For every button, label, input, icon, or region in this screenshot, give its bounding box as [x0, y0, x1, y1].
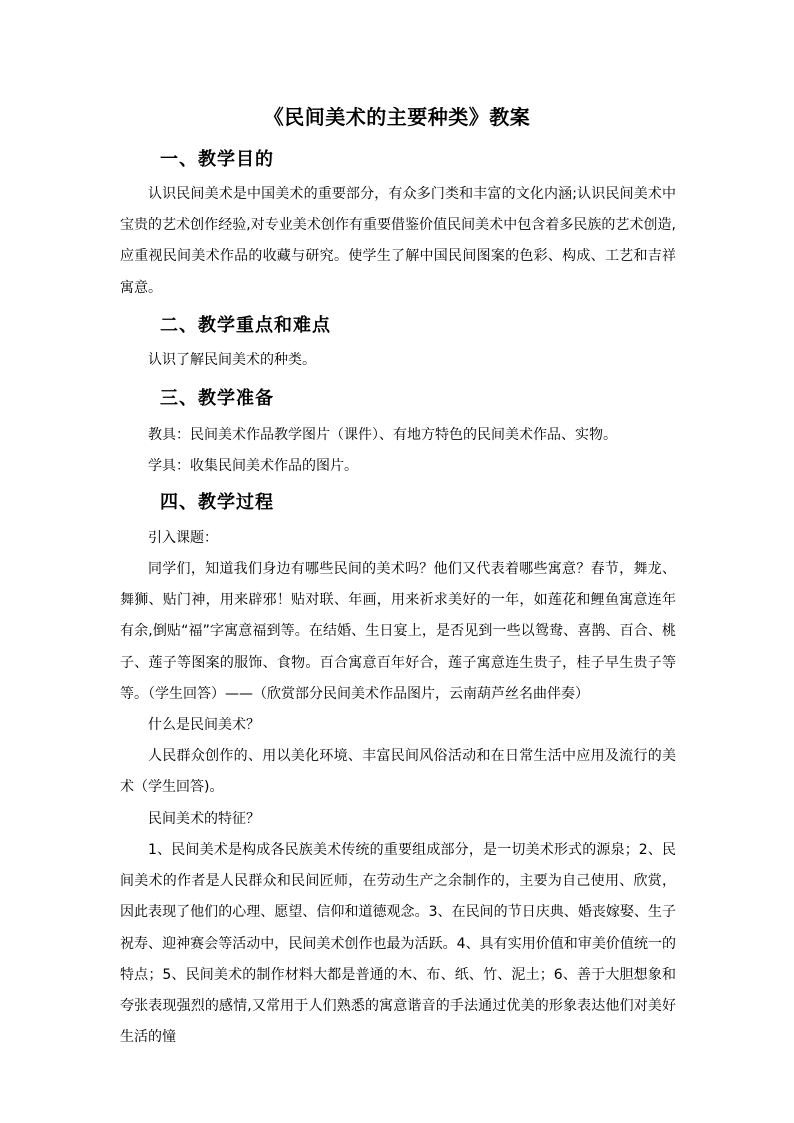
intro-label: 引入课题： [148, 530, 218, 546]
section-heading-objectives: 一、教学目的 [160, 149, 274, 170]
intro-paragraph: 同学们，知道我们身边有哪些民间的美术吗？他们又代表着哪些寓意？春节，舞龙、舞狮、贴门神，用来辟邪！贴对联、年画，用来祈求美好的一年，如莲花和鲤鱼寓意连年有余,倒贴“福”字寓意福到等。在结婚、生日宴上，是否见到一些以鸳鸯、喜鹊、百合、桃子、莲子等图案的服饰、食物。百合寓意百年好合，莲子寓意连生贵子，桂子早生贵子等等。（学生回答）——（欣赏部分民间美术作品图片，云南葫芦丝名曲伴奏） [120, 561, 676, 702]
section-heading-process: 四、教学过程 [160, 492, 274, 513]
section-heading-preparation: 三、教学准备 [160, 388, 274, 409]
document-title: 《民间美术的主要种类》教案 [263, 105, 531, 129]
definition-paragraph: 人民群众创作的、用以美化环境、丰富民间风俗活动和在日常生活中应用及流行的美术（学生回答)。 [120, 748, 676, 796]
teaching-aids-text: 教具：民间美术作品教学图片（课件）、有地方特色的民间美术作品、实物。 [148, 427, 617, 443]
section-heading-key-points: 二、教学重点和难点 [160, 315, 331, 336]
characteristics-paragraph: 1、民间美术是构成各民族美术传统的重要组成部分，是一切美术形式的源泉；2、民间美术的作者是人民群众和民间匠师，在劳动生产之余制作的，主要为自己使用、欣赏，因此表现了他们的心理、愿望、信仰和道德观念。3、在民间的节日庆典、婚丧嫁娶、生子祝寿、迎神赛会等活动中，民间美术创作也最为活跃。4、具有实用价值和审美价值统一的特点；5、民间美术的制作材料大都是普通的木、布、纸、竹、泥土；6、善于大胆想象和夸张表现强烈的感情,又常用于人们熟悉的寓意谐音的手法通过优美的形象表达他们对美好生活的憧 [120, 842, 676, 1046]
question-characteristics: 民间美术的特征？ [148, 811, 260, 827]
objectives-paragraph: 认识民间美术是中国美术的重要部分，有众多门类和丰富的文化内涵;认识民间美术中宝贵的艺术创作经验,对专业美术创作有重要借鉴价值民间美术中包含着多民族的艺术创造,应重视民间美术作品的收藏与研究。使学生了解中国民间图案的色彩、构成、工艺和吉祥寓意。 [120, 186, 676, 296]
student-aids-text: 学具：收集民间美术作品的图片。 [148, 458, 358, 474]
question-what-is-folk-art: 什么是民间美术？ [148, 717, 260, 733]
key-points-text: 认识了解民间美术的种类。 [148, 352, 316, 368]
